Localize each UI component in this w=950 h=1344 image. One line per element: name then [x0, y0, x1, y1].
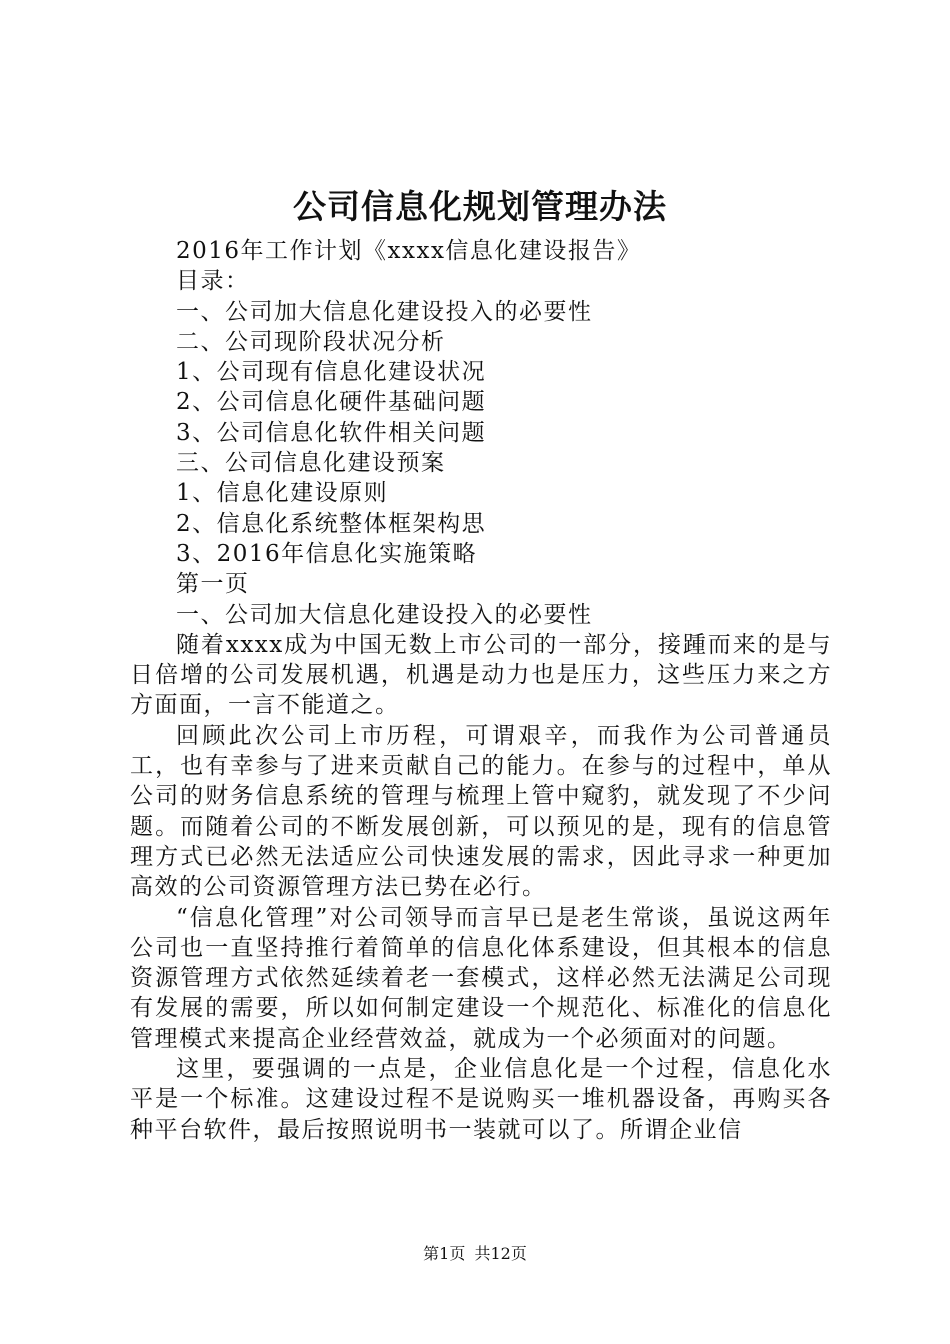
page-number: 第1页 [423, 1244, 466, 1263]
document-body [130, 236, 832, 1145]
toc-line: 1、信息化建设原则 [176, 480, 389, 507]
toc-line: 第一页 [176, 571, 250, 598]
toc-line: 目录： [176, 268, 250, 295]
body-paragraph: 这里，要强调的一点是，企业信息化是一个过程，信息化水平是一个标准。这建设过程不是说购买一堆机器设备，再购买各种平台软件，最后按照说明书一装就可以了。所谓企业信 [130, 1056, 832, 1143]
body-paragraph: 回顾此次公司上市历程，可谓艰辛，而我作为公司普通员工，也有幸参与了进来贡献自己的能力。在参与的过程中，单从公司的财务信息系统的管理与梳理上管中窥豹，就发现了不少问题。而随着公司的不断发展创新，可以预见的是，现有的信息管理方式已必然无法适应公司快速发展的需求，因此寻求一种更加高效的公司资源管理方法已势在必行。 [130, 722, 832, 901]
toc-line: 2016年工作计划《xxxx信息化建设报告》 [176, 238, 642, 264]
section-heading: 一、公司加大信息化建设投入的必要性 [176, 601, 593, 628]
body-paragraph: 随着xxxx成为中国无数上市公司的一部分，接踵而来的是与日倍增的公司发展机遇，机遇是动力也是压力，这些压力来之方方面面，一言不能道之。 [130, 631, 832, 719]
page-total: 共12页 [474, 1244, 527, 1263]
toc-line: 一、公司加大信息化建设投入的必要性 [176, 298, 593, 325]
toc-line: 3、公司信息化软件相关问题 [176, 419, 487, 446]
body-paragraph: “信息化管理”对公司领导而言早已是老生常谈，虽说这两年公司也一直坚持推行着简单的信息化体系建设，但其根本的信息资源管理方式依然延续着老一套模式，这样必然无法满足公司现有发展的需要，所以如何制定建设一个规范化、标准化的信息化管理模式来提高企业经营效益，就成为一个必须面对的问题。 [130, 904, 832, 1052]
toc-line: 2、公司信息化硬件基础问题 [176, 389, 487, 416]
document-title: 公司信息化规划管理办法 [293, 187, 667, 226]
toc-line: 3、2016年信息化实施策略 [176, 540, 478, 567]
toc-line: 二、公司现阶段状况分析 [176, 328, 446, 355]
toc-line: 三、公司信息化建设预案 [176, 450, 446, 477]
toc-line: 2、信息化系统整体框架构思 [176, 510, 487, 537]
page-footer [0, 1242, 950, 1266]
toc-line: 1、公司现有信息化建设状况 [176, 359, 487, 386]
